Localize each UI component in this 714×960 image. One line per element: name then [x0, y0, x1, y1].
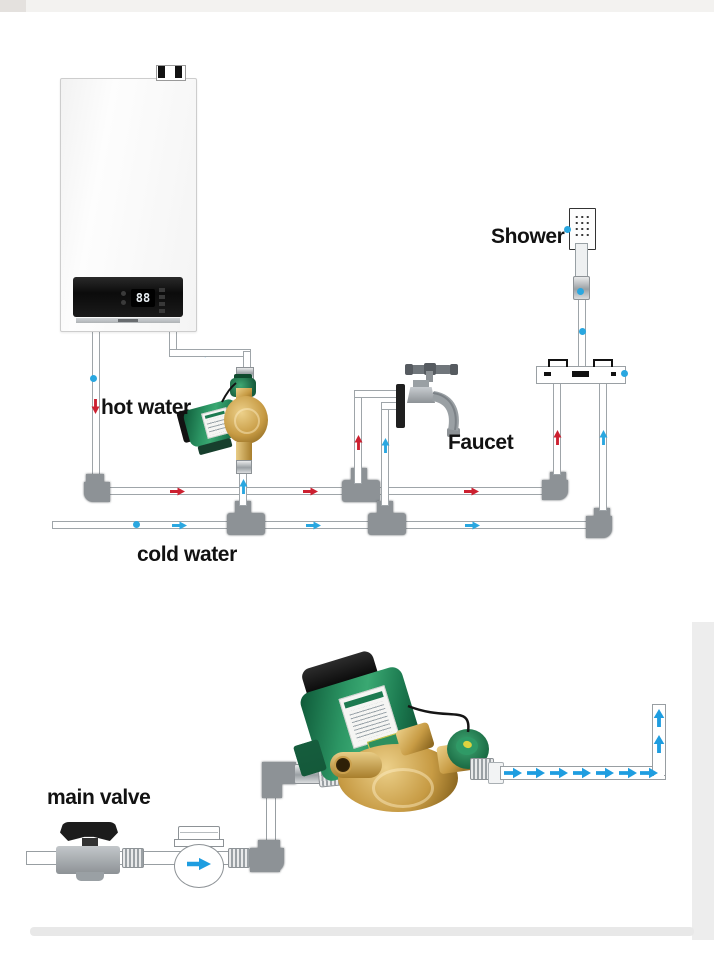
pump-to-heater-pipe-h — [169, 349, 251, 357]
bottom-shadow-strip — [30, 927, 694, 936]
pump-bottom-coupling — [236, 460, 252, 474]
flow-dot — [579, 328, 586, 335]
faucet-packing-nut — [413, 380, 429, 388]
pump-brass-bottom-stub — [236, 442, 252, 460]
flow-dot — [133, 521, 140, 528]
pipe-coupling — [228, 848, 250, 868]
flow-dot — [564, 226, 571, 233]
main-valve — [50, 818, 130, 884]
panel-button — [159, 288, 165, 292]
flow-dot — [621, 370, 628, 377]
panel-button — [121, 291, 126, 296]
heater-flue — [156, 65, 186, 81]
booster-pump-large — [260, 650, 510, 830]
faucet-cold-riser — [381, 402, 389, 506]
pipe-coupling — [122, 848, 144, 868]
mixer-bracket — [548, 359, 568, 367]
water-meter — [168, 824, 230, 890]
cold-water-label: cold water — [137, 543, 237, 566]
right-edge-band — [692, 622, 714, 940]
mixer-bracket — [593, 359, 613, 367]
flow-dot — [577, 288, 584, 295]
faucet-bonnet — [407, 387, 435, 403]
heater-control-panel — [73, 277, 183, 317]
shower-hot-riser — [553, 383, 561, 475]
shower-handle — [575, 243, 588, 279]
valve-bottom-nub — [76, 872, 104, 881]
shower-label: Shower — [491, 225, 565, 248]
top-left-corner-mark — [0, 0, 26, 12]
faucet-wall-flange — [396, 384, 405, 428]
shower-cold-riser — [599, 383, 607, 511]
panel-button — [121, 300, 126, 305]
panel-button — [159, 309, 165, 313]
faucet-label: Faucet — [448, 431, 514, 454]
shower-head-nozzles — [574, 214, 591, 240]
hot-water-label: hot water — [101, 396, 191, 419]
panel-button — [159, 295, 165, 299]
heater-display: 88 — [131, 289, 155, 307]
booster-pump-small — [175, 360, 285, 510]
top-border-band — [0, 0, 714, 12]
flow-dot — [90, 375, 97, 382]
pump-snout-bore — [334, 756, 352, 774]
heater-trim-strip — [76, 318, 180, 323]
main-valve-label: main valve — [47, 786, 151, 809]
panel-button — [159, 302, 165, 306]
valve-body — [56, 846, 120, 874]
